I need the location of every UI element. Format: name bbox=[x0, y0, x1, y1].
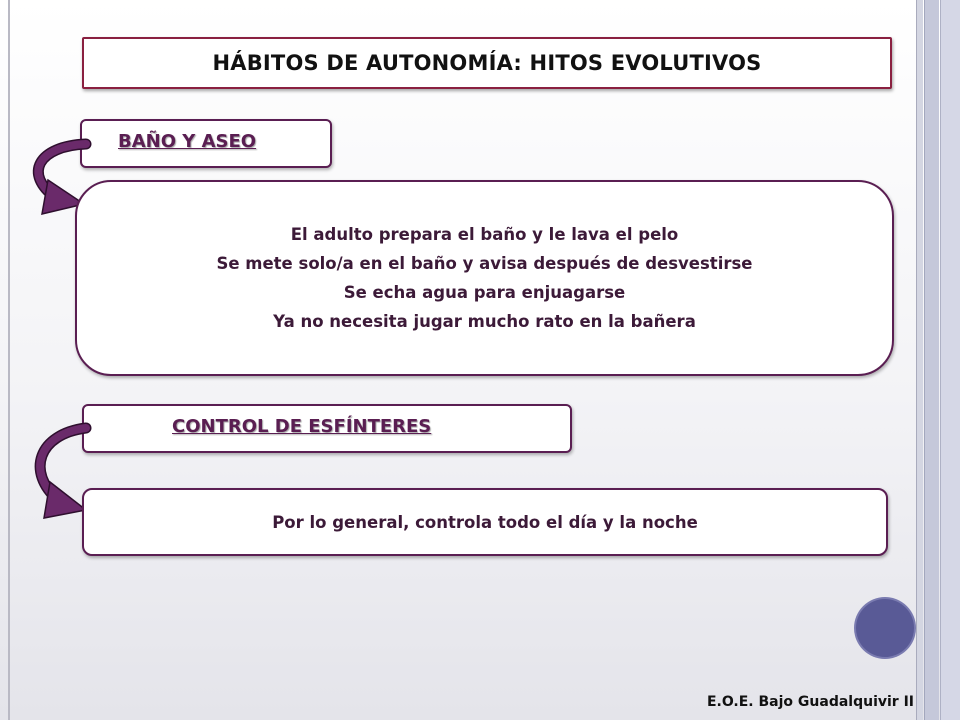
content-line: Ya no necesita jugar mucho rato en la bañera bbox=[273, 312, 696, 331]
content-box-bano bbox=[75, 180, 894, 376]
content-line: Por lo general, controla todo el día y la noche bbox=[272, 512, 698, 532]
decor-bar bbox=[940, 0, 960, 720]
title-box bbox=[82, 37, 892, 89]
content-line: Se echa agua para enjuagarse bbox=[343, 283, 626, 302]
content-box-control bbox=[82, 488, 888, 556]
section-heading-bano: BAÑO Y ASEO bbox=[118, 131, 257, 152]
content-line: Se mete solo/a en el baño y avisa después de desvestirse bbox=[216, 254, 753, 273]
decor-bar bbox=[916, 0, 923, 720]
page-title: HÁBITOS DE AUTONOMÍA: HITOS EVOLUTIVOS bbox=[212, 51, 762, 75]
content-line: El adulto prepara el baño y le lava el pelo bbox=[290, 225, 679, 244]
decor-bar bbox=[924, 0, 939, 720]
section-heading-control: CONTROL DE ESFÍNTERES bbox=[172, 416, 432, 437]
left-border-line bbox=[8, 0, 10, 720]
right-decoration bbox=[916, 0, 960, 720]
decorative-circle bbox=[856, 599, 914, 657]
footer-text: E.O.E. Bajo Guadalquivir II bbox=[706, 694, 914, 710]
